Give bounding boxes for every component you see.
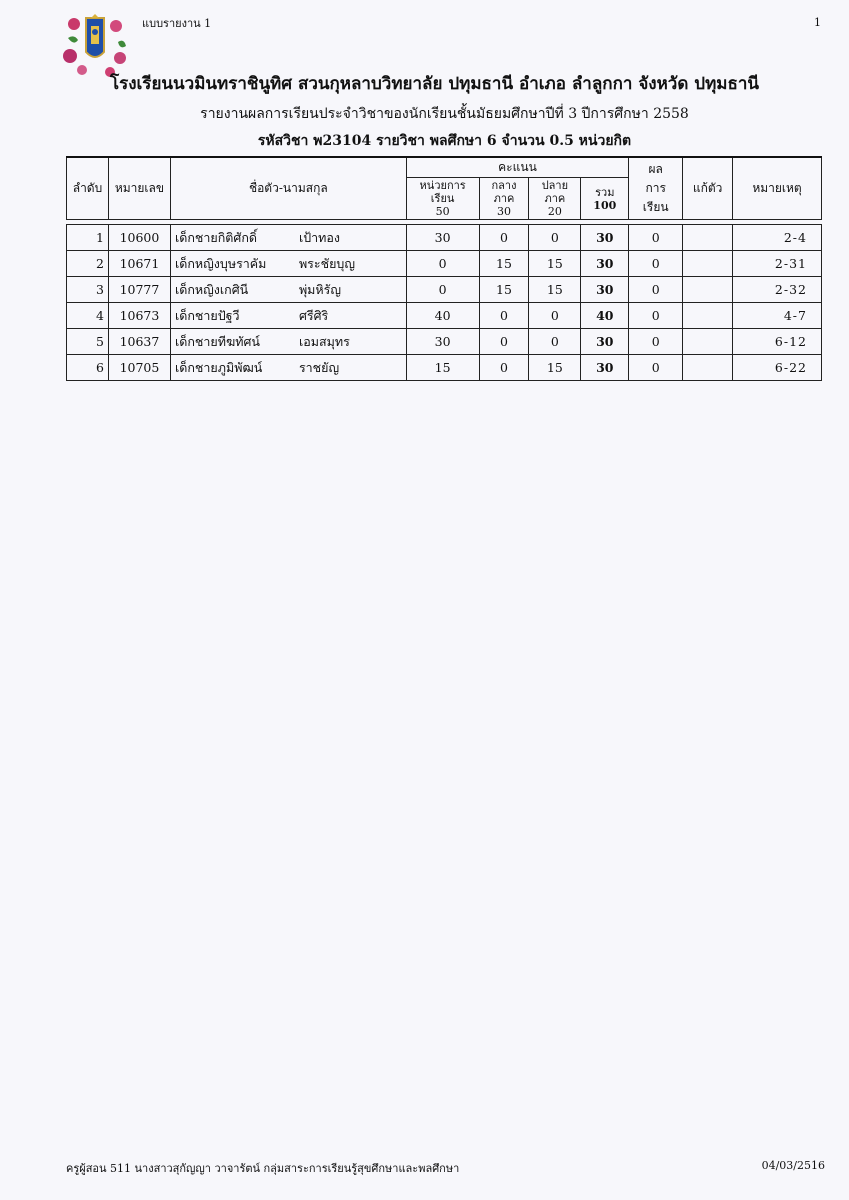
cell-last-name: ศรีศิริ bbox=[298, 307, 329, 323]
cell-unit: 0 bbox=[406, 277, 479, 303]
cell-result: 0 bbox=[629, 251, 683, 277]
teacher-line: ครูผู้สอน 511 นางสาวสุกัญญา วาจารัตน์ กลุ่มสาระการเรียนรู้สุขศึกษาและพลศึกษา bbox=[66, 1162, 460, 1175]
cell-total: 30 bbox=[581, 251, 629, 277]
cell-id: 10705 bbox=[108, 355, 170, 381]
cell-result: 0 bbox=[629, 355, 683, 381]
cell-result: 0 bbox=[629, 277, 683, 303]
header-result-line2: การเรียน bbox=[642, 181, 669, 214]
cell-remark: 6-12 bbox=[733, 329, 822, 355]
cell-name bbox=[170, 329, 406, 355]
cell-revise bbox=[683, 329, 733, 355]
cell-name bbox=[170, 251, 406, 277]
cell-final: 0 bbox=[529, 225, 581, 251]
cell-revise bbox=[683, 277, 733, 303]
header-total-max: 100 bbox=[593, 198, 617, 212]
cell-total: 40 bbox=[581, 303, 629, 329]
header-midterm-label: กลางภาค bbox=[491, 179, 517, 205]
cell-order: 1 bbox=[67, 225, 109, 251]
cell-unit: 30 bbox=[406, 329, 479, 355]
table-row bbox=[67, 277, 822, 303]
cell-unit: 30 bbox=[406, 225, 479, 251]
cell-final: 0 bbox=[529, 329, 581, 355]
header-id: หมายเลข bbox=[108, 157, 170, 220]
cell-final: 15 bbox=[529, 355, 581, 381]
cell-last-name: ราชยัญ bbox=[298, 359, 340, 375]
header-final-max: 20 bbox=[547, 205, 562, 218]
cell-remark: 4-7 bbox=[733, 303, 822, 329]
cell-remark: 2-32 bbox=[733, 277, 822, 303]
cell-first-name: เด็กหญิงเกศินี bbox=[174, 281, 249, 297]
cell-order: 3 bbox=[67, 277, 109, 303]
header-name: ชื่อตัว-นามสกุล bbox=[170, 157, 406, 220]
cell-revise bbox=[683, 225, 733, 251]
header-total bbox=[581, 178, 629, 220]
cell-result: 0 bbox=[629, 225, 683, 251]
cell-last-name: เป้าทอง bbox=[298, 229, 341, 245]
cell-first-name: เด็กหญิงบุษราคัม bbox=[174, 255, 267, 271]
header-midterm bbox=[479, 178, 529, 220]
table-row bbox=[67, 303, 822, 329]
cell-name bbox=[170, 355, 406, 381]
cell-name bbox=[170, 303, 406, 329]
cell-id: 10671 bbox=[108, 251, 170, 277]
cell-order: 2 bbox=[67, 251, 109, 277]
header-unit bbox=[406, 178, 479, 220]
cell-revise bbox=[683, 355, 733, 381]
cell-total: 30 bbox=[581, 225, 629, 251]
cell-last-name: พระชัยบุญ bbox=[298, 255, 355, 271]
cell-midterm: 0 bbox=[479, 303, 529, 329]
header-score-group: คะแนน bbox=[406, 157, 629, 178]
report-title: รายงานผลการเรียนประจำวิชาของนักเรียนชั้นมัธยมศึกษาปีที่ 3 ปีการศึกษา 2558 bbox=[200, 106, 689, 122]
cell-total: 30 bbox=[581, 277, 629, 303]
report-date: 04/03/2516 bbox=[761, 1159, 825, 1172]
cell-midterm: 0 bbox=[479, 329, 529, 355]
header-final bbox=[529, 178, 581, 220]
cell-id: 10777 bbox=[108, 277, 170, 303]
cell-revise bbox=[683, 251, 733, 277]
cell-remark: 6-22 bbox=[733, 355, 822, 381]
header-order: ลำดับ bbox=[67, 157, 109, 220]
cell-total: 30 bbox=[581, 329, 629, 355]
cell-result: 0 bbox=[629, 303, 683, 329]
cell-midterm: 15 bbox=[479, 277, 529, 303]
subject-title: รหัสวิชา พ23104 รายวิชา พลศึกษา 6 จำนวน 0.5 หน่วยกิต bbox=[257, 133, 632, 149]
cell-first-name: เด็กชายภูมิพัฒน์ bbox=[174, 359, 263, 375]
cell-midterm: 15 bbox=[479, 251, 529, 277]
cell-unit: 40 bbox=[406, 303, 479, 329]
cell-id: 10600 bbox=[108, 225, 170, 251]
cell-final: 15 bbox=[529, 251, 581, 277]
cell-unit: 0 bbox=[406, 251, 479, 277]
cell-midterm: 0 bbox=[479, 355, 529, 381]
cell-revise bbox=[683, 303, 733, 329]
cell-first-name: เด็กชายกิติศักดิ์ bbox=[174, 229, 258, 245]
header-total-label: รวม bbox=[595, 185, 615, 199]
table-row bbox=[67, 251, 822, 277]
table-row bbox=[67, 355, 822, 381]
cell-name bbox=[170, 225, 406, 251]
cell-first-name: เด็กชายปัฐวี bbox=[174, 307, 240, 323]
cell-order: 4 bbox=[67, 303, 109, 329]
cell-final: 15 bbox=[529, 277, 581, 303]
cell-id: 10673 bbox=[108, 303, 170, 329]
cell-name bbox=[170, 277, 406, 303]
cell-id: 10637 bbox=[108, 329, 170, 355]
header-midterm-max: 30 bbox=[496, 205, 511, 218]
cell-last-name: เอมสมุทร bbox=[298, 333, 350, 349]
header-unit-max: 50 bbox=[435, 205, 450, 218]
table-row bbox=[67, 329, 822, 355]
school-title: โรงเรียนนวมินทราชินูทิศ สวนกุหลาบวิทยาลัย ปทุมธานี อำเภอ ลำลูกกา จังหวัด ปทุมธานี bbox=[109, 74, 760, 94]
header-result bbox=[629, 157, 683, 220]
grades-table bbox=[66, 156, 822, 381]
header-result-line1: ผล bbox=[648, 162, 663, 176]
page-number: 1 bbox=[814, 16, 821, 29]
school-crest-icon bbox=[60, 12, 130, 78]
header-unit-label: หน่วยการเรียน bbox=[419, 179, 466, 205]
header-revise: แก้ตัว bbox=[683, 157, 733, 220]
header-final-label: ปลายภาค bbox=[541, 179, 569, 205]
cell-last-name: พุ่มหิรัญ bbox=[298, 281, 342, 297]
cell-midterm: 0 bbox=[479, 225, 529, 251]
table-row bbox=[67, 225, 822, 251]
cell-final: 0 bbox=[529, 303, 581, 329]
cell-order: 6 bbox=[67, 355, 109, 381]
cell-first-name: เด็กชายทีฆทัศน์ bbox=[174, 333, 260, 349]
cell-total: 30 bbox=[581, 355, 629, 381]
cell-order: 5 bbox=[67, 329, 109, 355]
header-remark: หมายเหตุ bbox=[733, 157, 822, 220]
cell-remark: 2-4 bbox=[733, 225, 822, 251]
cell-result: 0 bbox=[629, 329, 683, 355]
cell-unit: 15 bbox=[406, 355, 479, 381]
form-label: แบบรายงาน 1 bbox=[142, 17, 212, 30]
cell-remark: 2-31 bbox=[733, 251, 822, 277]
